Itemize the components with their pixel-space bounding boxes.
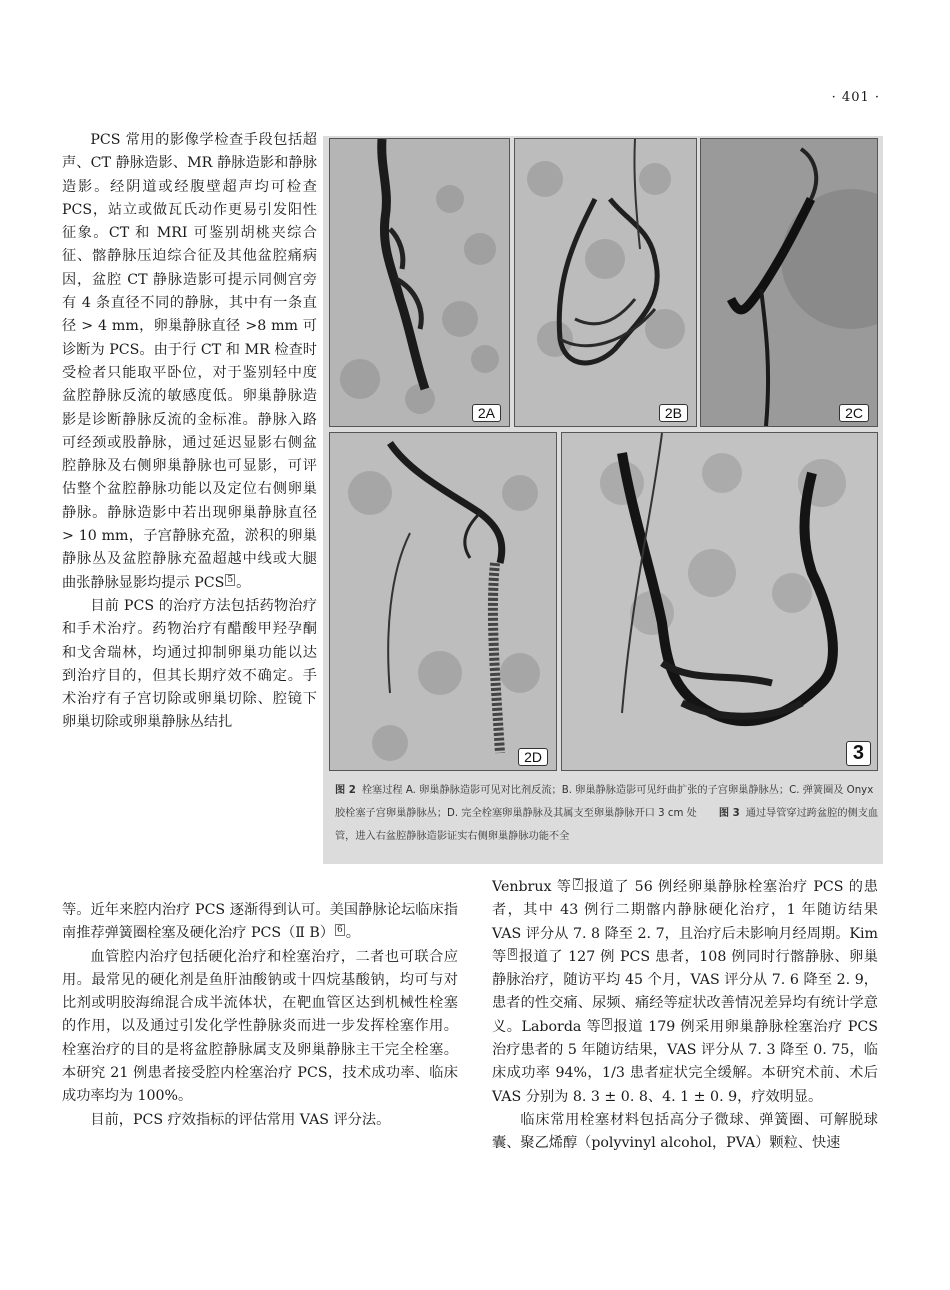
angiogram-image-2c <box>701 139 877 426</box>
angiogram-panel-2b <box>514 138 697 427</box>
angiogram-image-2a <box>330 139 509 426</box>
angiogram-panel-3 <box>561 432 878 771</box>
materials-paragraph: 临床常用栓塞材料包括高分子微球、弹簧圈、可解脱球囊、聚乙烯醇（polyvinyl alcohol，PVA）颗粒、快速 <box>492 1111 878 1152</box>
treatment-paragraph: 目前 PCS 的治疗方法包括药物治疗和手术治疗。药物治疗有醋酸甲羟孕酮和戈舍瑞林，均通过抑制卵巢功能以达到治疗目的，但其长期疗效不确定。手术治疗有子宫切除或卵巢切除、腔镜下卵巢切除或卵巢静脉丛结扎 <box>62 597 317 731</box>
angiogram-image-2d <box>330 433 556 770</box>
citation-ref: 7 <box>574 879 581 889</box>
left-column-top <box>62 129 317 735</box>
studies-paragraph: Venbrux 等 $^7$ 报道了 56 例经卵巢静脉栓塞治疗 PCS 的患者，其中 43 例行二期髂内静脉硬化治疗，1 年随访结果 VAS 评分从 7. 8 降至 2. 7，且治疗后未影响月经周期。Kim 等 $^8$ 报道了 127 例 PCS 患者，108 例同时行髂静脉、卵巢静脉治疗，随访平均 45 个月，VAS 评分从 7. 6 降至 2. 9，患者的性交痛、尿频、痛经等症状改善情况差异均有统计学意义。Laborda 等 $^9$ 报道 179 例采用卵巢静脉栓塞治疗 PCS 治疗患者的 5 年随访结果，VAS 评分从 7. 3 降至 0. 75，临床成功率 94%，1/3 患者症状完全缓解。本研究术前、术后 VAS 分别为 8. 3 ± 0. 8、4. 1 ± 0. 9，疗效明显。 <box>492 879 879 1105</box>
panel-label-2d: 2D <box>518 748 548 766</box>
right-column <box>492 876 878 1156</box>
caption-3-label: 图 3 <box>718 808 740 819</box>
citation-ref: 9 <box>604 1018 610 1029</box>
citation-ref: 5 <box>227 574 234 585</box>
angiogram-panel-2d <box>329 432 557 771</box>
guideline-paragraph: 等。近年来腔内治疗 PCS 逐渐得到认可。美国静脉论坛临床指南推荐弹簧圈栓塞及硬化治疗 PCS（Ⅱ B） $^6$ 。 <box>62 902 458 942</box>
figure-captions <box>335 779 880 848</box>
angiogram-panel-2c <box>700 138 878 427</box>
imaging-paragraph: PCS 常用的影像学检查手段包括超声、CT 静脉造影、MR 静脉造影和静脉造影。经阴道或经腹壁超声均可检查 PCS，站立或做瓦氏动作更易引发阳性征象。CT 和 MRI 可鉴别胡桃夹综合征、髂静脉压迫综合征及其他盆腔痛病因，盆腔 CT 静脉造影可提示同侧宫旁有 4 条直径不同的静脉，其中有一条直径 > 4 mm，卵巢静脉直径 >8 mm 可诊断为 PCS。由于行 CT 和 MR 检查时受检者只能取平卧位，对于鉴别轻中度盆腔静脉反流的敏感度低。卵巢静脉造影是诊断静脉反流的金标准。静脉入路可经颈或股静脉，通过延迟显影右侧盆腔静脉及右侧卵巢静脉也可显影，可评估整个盆腔静脉功能以及定位右侧卵巢静脉。静脉造影中若出现卵巢静脉直径 > 10 mm，子宫静脉充盈，淤积的卵巢静脉丛及盆腔静脉充盈超越中线或大腿曲张静脉显影均提示 PCS $^5$ 。 <box>62 132 317 591</box>
figure-block <box>323 136 883 864</box>
caption-2-text: 栓塞过程 A. 卵巢静脉造影可见对比剂反流；B. 卵巢静脉造影可见纡曲扩张的子宫卵巢静脉丛；C. 弹簧圈及 Onyx 胶栓塞子宫卵巢静脉丛；D. 完全栓塞卵巢静脉及其属支至卵巢静脉开口 3 cm 处 <box>335 785 874 819</box>
angiogram-panel-2a <box>329 138 510 427</box>
panel-label-2c: 2C <box>839 404 869 422</box>
page-number: · 401 · <box>831 90 880 105</box>
endovascular-paragraph: 血管腔内治疗包括硬化治疗和栓塞治疗，二者也可联合应用。最常见的硬化剂是鱼肝油酸钠或十四烷基酸钠，均可与对比剂或明胶海绵混合成半流体状，在靶血管区达到机械性栓塞的作用，以及通过引发化学性静脉炎而进一步发挥栓塞作用。栓塞治疗的目的是将盆腔静脉属支及卵巢静脉主干完全栓塞。本研究 21 例患者接受腔内栓塞治疗 PCS，技术成功率、临床成功率均为 100%。 <box>62 948 458 1105</box>
angiogram-image-3 <box>562 433 877 770</box>
panel-label-2a: 2A <box>472 404 501 422</box>
angiogram-image-2b <box>515 139 696 426</box>
citation-ref: 8 <box>509 948 516 959</box>
caption-2-label: 图 2 <box>335 785 356 796</box>
panel-label-3: 3 <box>846 741 871 766</box>
citation-ref: 6 <box>337 925 343 936</box>
caption-3-text: 通过导管穿过跨盆腔的侧支血管，进入右盆腔静脉造影证实右侧卵巢静脉功能不全 <box>335 808 879 842</box>
vas-paragraph: 目前，PCS 疗效指标的评估常用 VAS 评分法。 <box>90 1111 391 1128</box>
left-column-bottom <box>62 899 458 1132</box>
panel-label-2b: 2B <box>659 404 688 422</box>
